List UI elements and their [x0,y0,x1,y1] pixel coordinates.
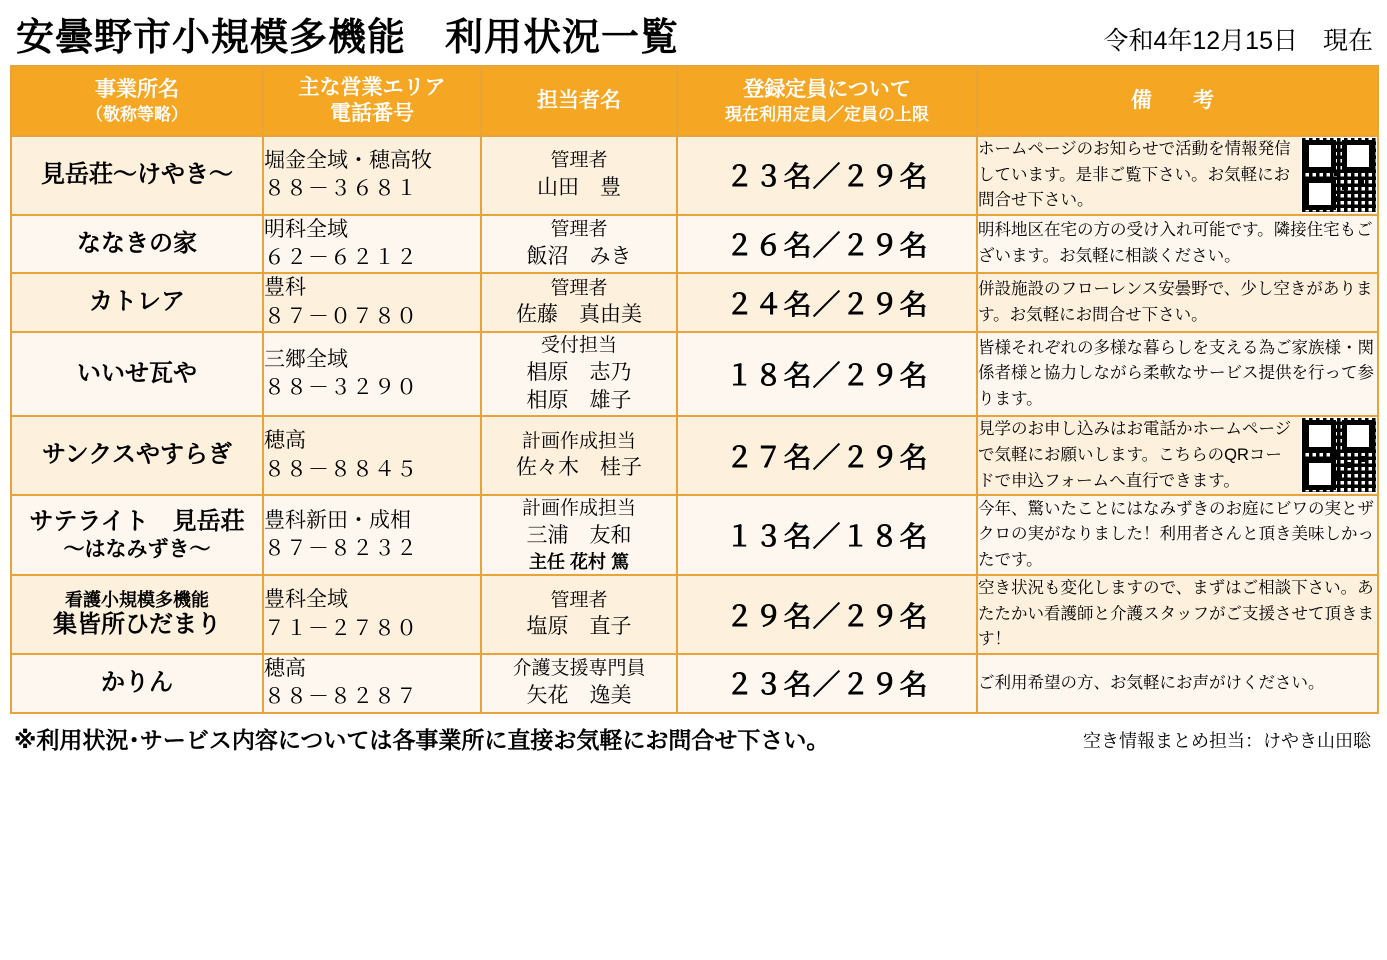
office-area [263,495,481,575]
staff-cell [481,273,677,332]
phone-number: ６２－６２１２ [264,246,418,270]
notes-cell [977,136,1378,215]
capacity-value: ２３名／２９名 [677,136,977,215]
office-area [263,416,481,495]
staff-name: 塩原 直子 [526,615,632,639]
office-name-sub: ～はなみずき～ [63,538,211,562]
table-row [11,495,1378,575]
notes-text: 明科地区在宅の方の受け入れ可能です。隣接住宅もございます。お気軽に相談ください。 [978,221,1373,266]
staff-role: 計画作成担当 [521,498,636,520]
staff-name: 佐々木 桂子 [516,456,642,480]
column-header-area: 主な営業エリア 電話番号 [263,66,481,136]
office-name: サンクスやすらぎ [11,416,263,495]
office-name: カトレア [11,273,263,332]
document-footer [10,714,1377,755]
notes-text: ご利用希望の方、お気軽にお声がけください。 [978,673,1325,692]
office-area [263,273,481,332]
notes-cell [977,215,1378,274]
phone-number: ８７－８２３２ [264,537,418,561]
phone-number: ８８－３６８１ [264,177,418,201]
document-header [10,6,1377,65]
staff-name: 佐藤 真由美 [516,303,642,327]
footer-note: ※利用状況･サービス内容については各事業所に直接お気軽にお問合せ下さい。 [14,726,830,753]
staff-name-2: 主任 花村 篤 [528,552,629,573]
staff-cell [481,332,677,416]
staff-role: 管理者 [550,150,608,172]
area-text: 豊科全域 [264,588,348,612]
column-header-staff: 担当者名 [481,66,677,136]
qr-code-icon[interactable] [1301,417,1377,493]
notes-cell [977,332,1378,416]
phone-number: ８８－３２９０ [264,376,418,400]
area-text: 明科全域 [264,217,348,241]
staff-cell [481,575,677,654]
office-area [263,215,481,274]
capacity-value: １８名／２９名 [677,332,977,416]
table-row [11,416,1378,495]
staff-name: 三浦 友和 [526,523,632,547]
office-area [263,332,481,416]
phone-number: ８８－８２８７ [264,685,418,709]
column-header-office: 事業所名 （敬称等略） [11,66,263,136]
notes-cell [977,273,1378,332]
table-row [11,332,1378,416]
office-name: いいせ瓦や [11,332,263,416]
staff-cell [481,136,677,215]
notes-cell [977,416,1378,495]
office-name-main: サテライト 見岳荘 [29,508,245,536]
footer-credit: 空き情報まとめ担当：けやき山田聡 [1083,730,1371,751]
area-text: 豊科新田・成相 [264,508,411,532]
office-name-main: 集皆所ひだまり [53,611,221,639]
capacity-value: ２９名／２９名 [677,575,977,654]
area-text: 穂高 [264,429,306,453]
area-text: 堀金全域・穂高牧 [264,149,432,172]
office-name [11,575,263,654]
notes-text: 見学のお申し込みはお電話かホームページで気軽にお願いします。こちらのQRコードで申込フォームへ直行できます。 [978,420,1292,490]
capacity-value: ２４名／２９名 [677,273,977,332]
area-text: 豊科 [264,276,306,300]
notes-text: ホームページのお知らせで活動を情報発信しています。是非ご覧下さい。お気軽にお問合せ下さい。 [978,140,1291,210]
capacity-value: ２３名／２９名 [677,654,977,713]
table-row [11,575,1378,654]
notes-text: 今年、驚いたことにはなみずきのお庭にビワの実とザクロの実がなりました！利用者さんと頂き美味しかったです。 [978,499,1374,569]
capacity-value: ２７名／２９名 [677,416,977,495]
phone-number: ８７－０７８０ [264,304,418,328]
staff-name: 矢花 逸美 [526,684,632,708]
staff-cell [481,215,677,274]
office-name-prefix: 看護小規模多機能 [65,589,209,610]
capacity-value: ２６名／２９名 [677,215,977,274]
office-area [263,136,481,215]
table-header-row [11,66,1378,136]
usage-status-table [10,65,1379,714]
staff-role: 管理者 [550,589,608,611]
staff-cell [481,654,677,713]
staff-role: 介護支援専門員 [512,658,646,680]
office-name: 見岳荘～けやき～ [11,136,263,215]
notes-text: 空き状況も変化しますので、まずはご相談下さい。あたたかい看護師と介護スタッフがご支援させて頂きます！ [978,579,1374,649]
notes-cell [977,575,1378,654]
qr-code-icon[interactable] [1301,137,1377,213]
table-row [11,273,1378,332]
staff-name: 飯沼 みき [526,244,632,268]
notes-text: 皆様それぞれの多様な暮らしを支える為ご家族様・関係者様と協力しながら柔軟なサービス提供を行って参ります。 [978,338,1374,408]
column-header-notes: 備 考 [977,66,1378,136]
notes-cell [977,495,1378,575]
office-area [263,654,481,713]
capacity-value: １３名／１８名 [677,495,977,575]
area-text: 三郷全域 [264,347,348,371]
table-row [11,136,1378,215]
phone-number: ７１－２７８０ [264,616,418,640]
table-row [11,215,1378,274]
as-of-date: 令和4年12月15日 現在 [1103,27,1373,55]
column-header-capacity: 登録定員について 現在利用定員／定員の上限 [677,66,977,136]
staff-cell [481,495,677,575]
area-text: 穂高 [264,657,306,681]
staff-role: 受付担当 [540,335,617,357]
page-title: 安曇野市小規模多機能 利用状況一覧 [16,17,680,59]
staff-name: 椙原 志乃 [526,360,632,384]
notes-text: 併設施設のフローレンス安曇野で、少し空きがあります。お気軽にお問合せ下さい。 [978,280,1373,324]
phone-number: ８８－８８４５ [264,457,418,481]
staff-role: 管理者 [550,219,608,241]
staff-name-2: 相原 雄子 [526,389,632,413]
office-area [263,575,481,654]
staff-role: 計画作成担当 [521,430,636,452]
office-name: ななきの家 [11,215,263,274]
staff-name: 山田 豊 [537,175,621,199]
staff-role: 管理者 [550,277,608,299]
staff-cell [481,416,677,495]
table-row [11,654,1378,713]
office-name: かりん [11,654,263,713]
notes-cell [977,654,1378,713]
office-name [11,495,263,575]
